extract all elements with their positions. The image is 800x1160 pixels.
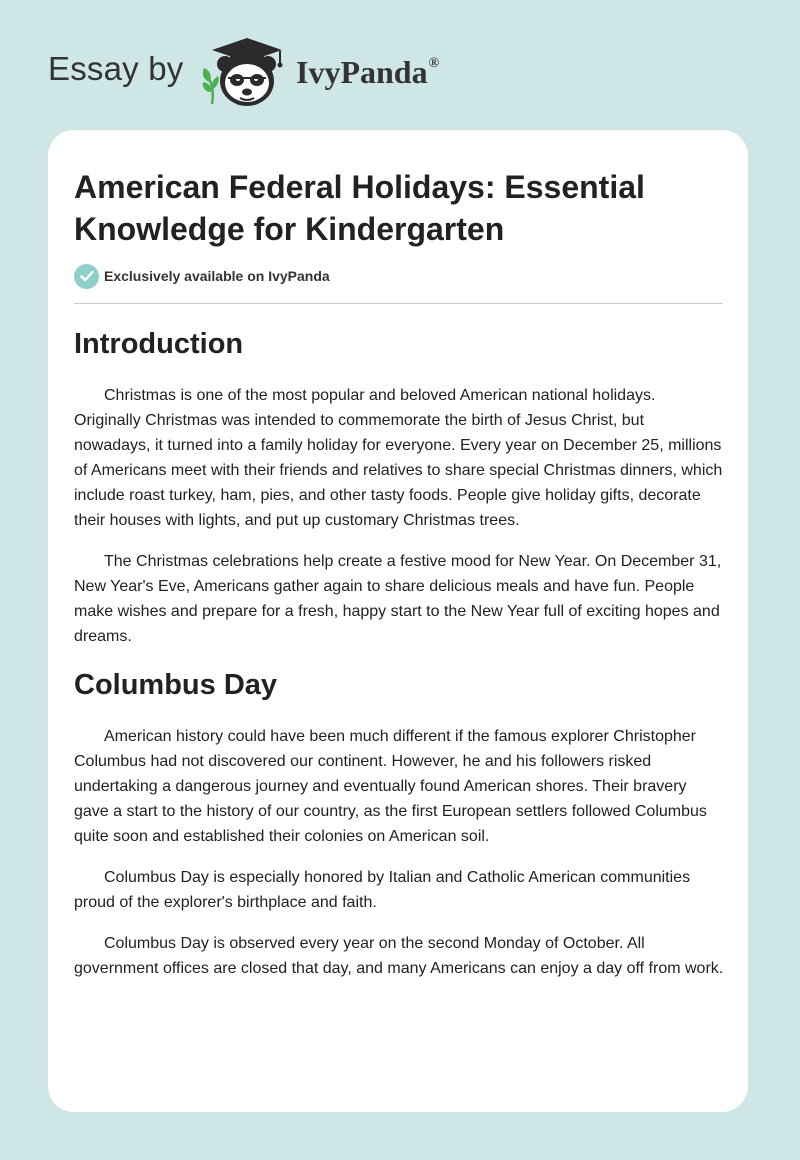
paragraph: American history could have been much different if the famous explorer Christopher Columbus had not discovered our continent. However, he and his followers risked undertaking a dangerous journey and eventually found American shores. Their bravery gave a start to the history of our country, as the first European settlers followed Columbus quite soon and established their colonies on American soil. [74,728,707,845]
section-columbus-day [74,665,724,981]
section-heading: Columbus Day [74,669,278,701]
essay-card [48,130,748,1112]
essay-body [74,324,724,997]
brand-name-text: IvyPanda [296,54,428,90]
registered-mark: ® [428,56,440,71]
exclusive-label: Exclusively available on IvyPanda [104,268,330,284]
check-icon [74,264,99,289]
section-heading: Introduction [74,328,244,360]
exclusive-badge [74,263,330,289]
divider [74,303,723,304]
paragraph: Columbus Day is observed every year on the second Monday of October. All government offices are closed that day, and many Americans can enjoy a day off from work. [74,935,724,977]
brand-name[interactable] [296,54,439,91]
essay-by-label: Essay by [48,50,184,87]
site-header [0,0,800,130]
paragraph: Christmas is one of the most popular and beloved American national holidays. Originally Christmas was intended to commemorate the birth of Jesus Christ, but nowadays, it turned into a family holiday for everyone. Every year on December 25, millions of Americans meet with their friends and relatives to share special Christmas dinners, which include roast turkey, ham, pies, and other tasty foods. People give holiday gifts, decorate their houses with lights, and put up customary Christmas trees. [74,387,723,529]
section-introduction [74,324,724,649]
paragraph: The Christmas celebrations help create a festive mood for New Year. On December 31, New Year's Eve, Americans gather again to share delicious meals and have fun. People make wishes and prepare for a fresh, happy start to the New Year full of exciting hopes and dreams. [74,553,722,645]
page-title: American Federal Holidays: Essential Knowledge for Kindergarten [74,169,645,247]
panda-logo-icon[interactable] [200,34,296,110]
paragraph: Columbus Day is especially honored by Italian and Catholic American communities proud of the explorer's birthplace and faith. [74,869,691,911]
